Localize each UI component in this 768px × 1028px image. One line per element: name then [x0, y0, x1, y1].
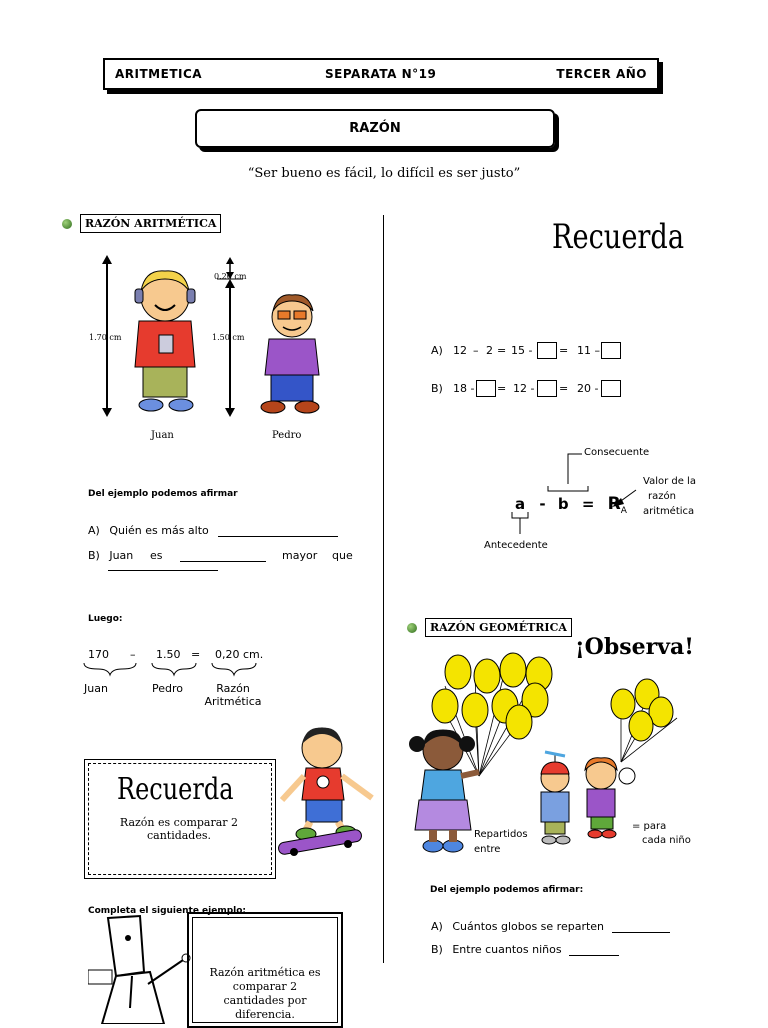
valor-line-3: aritmética: [643, 506, 695, 517]
row-val: 12: [453, 344, 467, 357]
question-a-label: A): [88, 524, 100, 537]
diff-height-label: 0.20 cm: [214, 272, 247, 281]
formula-eq: =: [581, 495, 595, 513]
question-b-left: [88, 549, 353, 562]
row-label: B): [431, 382, 443, 395]
answer-box[interactable]: [537, 342, 557, 359]
recuerda-title-left: Recuerda: [117, 772, 234, 807]
pedro-height-label: 1.50 cm: [212, 333, 245, 342]
boy-figure-1: [541, 752, 570, 844]
valor-line-1: Valor de la: [643, 476, 696, 487]
eq-label-razon-2: Aritmética: [204, 695, 262, 708]
question-b-word: que: [332, 549, 353, 562]
balloon-bunch-right: [611, 679, 677, 762]
answer-box[interactable]: [476, 380, 496, 397]
complete-heading: Completa el siguiente ejemplo:: [88, 906, 247, 916]
recuerda-title-right: Recuerda: [552, 217, 685, 257]
question-b-right: [431, 943, 619, 956]
answer-line[interactable]: [569, 955, 619, 956]
formula-sub: A: [620, 506, 627, 516]
braces: [82, 661, 262, 677]
header-year: TERCER AÑO: [556, 67, 647, 81]
cartoon-man: [88, 912, 192, 1024]
eq-label-juan: Juan: [84, 682, 108, 695]
answer-line[interactable]: [612, 932, 670, 933]
question-a-text: Cuántos globos se reparten: [452, 920, 605, 933]
row-val: 2: [486, 344, 493, 357]
juan-name: Juan: [151, 430, 174, 441]
eq-num: 170: [88, 648, 109, 661]
eq-op: =: [191, 648, 201, 661]
row-val: 12 -: [513, 382, 535, 395]
repartidos-label: [474, 827, 528, 857]
question-a-text: Quién es más alto: [109, 524, 209, 537]
affirm-heading-right: Del ejemplo podemos afirmar:: [430, 885, 584, 895]
row-op: =: [559, 382, 569, 395]
skateboard-kid: [276, 722, 380, 862]
formula-lines: [500, 448, 650, 538]
pedro-figure: [261, 295, 319, 413]
row-label: A): [431, 344, 443, 357]
repartidos-line-2: entre: [474, 844, 501, 855]
valor-line-2: razón: [648, 491, 676, 502]
antecedente-label: Antecedente: [484, 540, 548, 551]
juan-figure: [135, 271, 195, 411]
header-separata: SEPARATA N°19: [325, 67, 437, 81]
para-line-2: cada niño: [642, 835, 691, 846]
bullet-icon: [407, 623, 417, 633]
section-geo: [407, 618, 572, 637]
row-val: 20 -: [577, 382, 599, 395]
eq-label-pedro: Pedro: [152, 682, 184, 695]
luego-label: Luego:: [88, 614, 123, 624]
row-b: [431, 382, 641, 400]
question-b-label: B): [431, 943, 443, 956]
eq-num: 1.50: [156, 648, 181, 661]
affirm-heading-left: Del ejemplo podemos afirmar: [88, 489, 238, 499]
repartidos-line-1: Repartidos: [474, 829, 528, 840]
row-val: 18 -: [453, 382, 475, 395]
question-a-left: [88, 524, 338, 537]
eq-label-razon-1: Razón: [216, 682, 250, 695]
boy-figure-2: [585, 758, 635, 838]
row-op: =: [497, 382, 507, 395]
juan-height-label: 1.70 cm: [89, 333, 122, 342]
recuerda-text: Razón es comparar 2 cantidades.: [119, 816, 239, 842]
formula-b: b: [557, 495, 569, 513]
formula: [515, 494, 627, 516]
formula-a: a: [515, 495, 526, 513]
question-a-label: A): [431, 920, 443, 933]
section-arith-label: RAZÓN ARITMÉTICA: [80, 214, 221, 233]
pedro-name: Pedro: [272, 430, 302, 441]
page-title: RAZÓN: [195, 109, 555, 148]
eq-num: 0,20 cm.: [215, 648, 264, 661]
header-bar: [103, 58, 659, 90]
row-op: =: [497, 344, 507, 357]
header-subject: ARITMETICA: [115, 67, 203, 81]
quote: “Ser bueno es fácil, lo difícil es ser justo”: [247, 166, 521, 181]
formula-minus: -: [539, 495, 546, 513]
question-b-word: Juan: [109, 549, 134, 562]
bullet-icon: [62, 219, 72, 229]
question-b-word: mayor: [282, 549, 318, 562]
column-divider: [383, 215, 384, 963]
answer-line[interactable]: [218, 536, 338, 537]
eq-op: –: [130, 648, 136, 661]
observa-title: ¡Observa!: [575, 634, 694, 660]
row-op: =: [559, 344, 569, 357]
formula-r: R: [607, 494, 621, 514]
answer-box[interactable]: [537, 380, 557, 397]
eq-label-razon: [203, 682, 263, 708]
row-val: 11 –: [577, 344, 600, 357]
answer-box[interactable]: [601, 342, 621, 359]
height-diagram: [85, 255, 335, 420]
answer-box[interactable]: [601, 380, 621, 397]
row-val: 15 -: [511, 344, 533, 357]
section-geo-label: RAZÓN GEOMÉTRICA: [425, 618, 572, 637]
recuerda-box: [88, 763, 272, 875]
row-a: [431, 344, 641, 362]
consecuente-label: Consecuente: [584, 447, 650, 458]
answer-line[interactable]: [180, 549, 266, 562]
note-box: [187, 912, 343, 1028]
question-b-text: Entre cuantos niños: [452, 943, 562, 956]
row-op: –: [473, 344, 479, 357]
para-label: [632, 820, 691, 848]
valor-label: [643, 474, 696, 519]
question-a-right: [431, 920, 670, 933]
question-b-label: B): [88, 549, 100, 562]
note-text: Razón aritmética es comparar 2 cantidades por diferencia.: [209, 966, 321, 1021]
para-line-1: = para: [632, 821, 667, 832]
answer-line[interactable]: [108, 570, 218, 571]
section-arith: [62, 214, 221, 233]
girl-figure: [409, 730, 479, 852]
question-b-word: es: [150, 549, 163, 562]
